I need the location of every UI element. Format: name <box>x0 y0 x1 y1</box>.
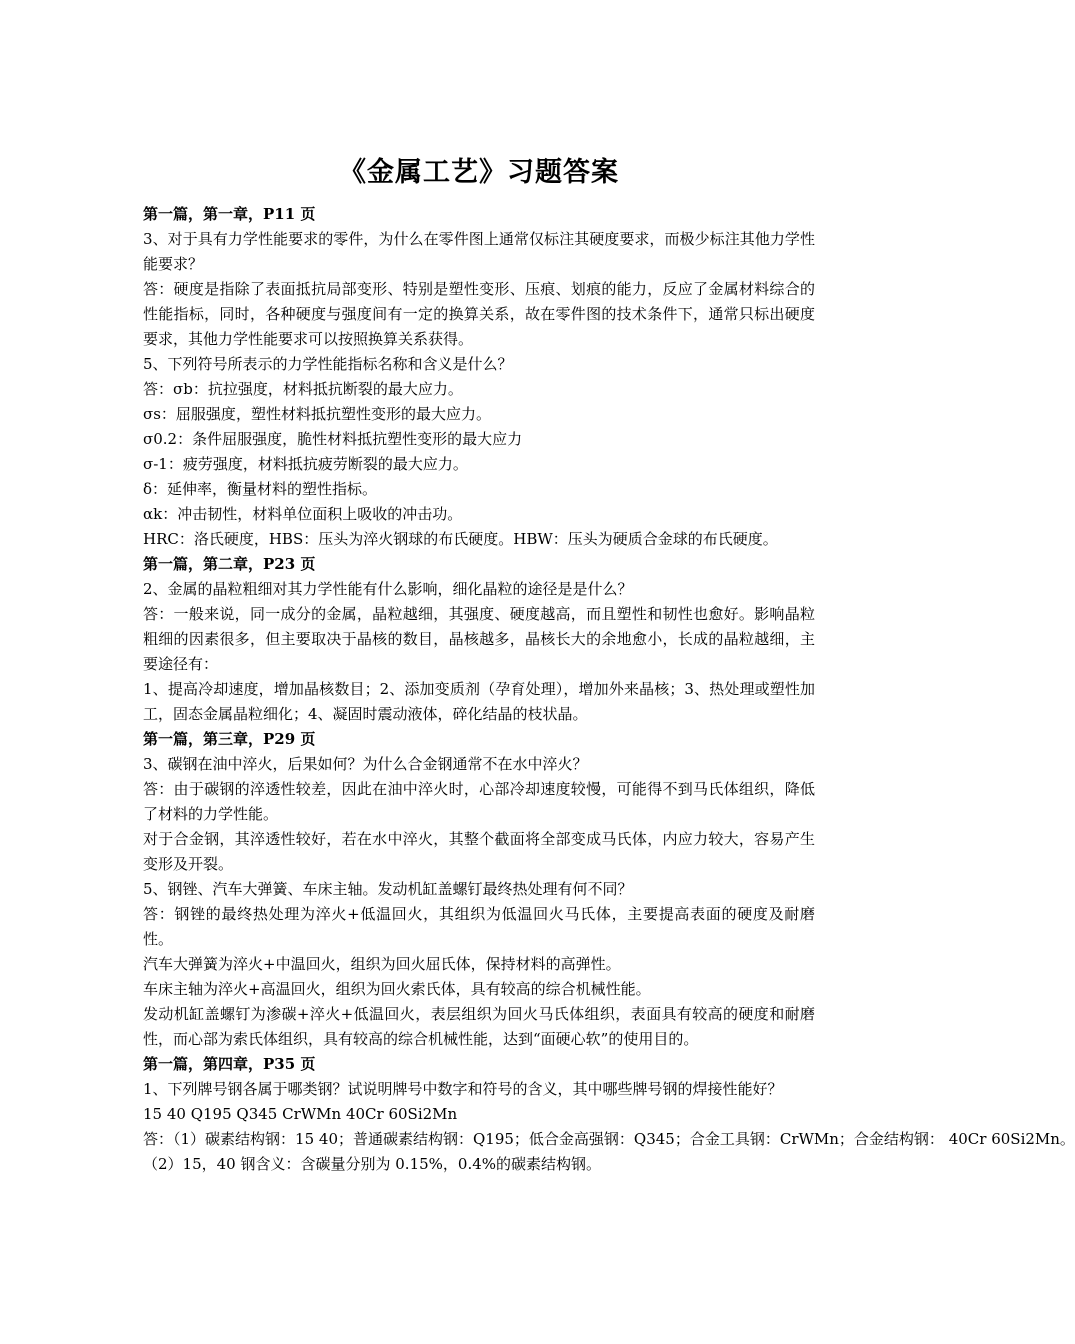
paragraph-line: 答：σb：抗拉强度，材料抵抗断裂的最大应力。 <box>143 380 463 398</box>
section-heading: 第一篇，第一章，P11 页 <box>143 205 316 223</box>
paragraph-line: 答：钢锉的最终热处理为淬火+低温回火，其组织为低温回火马氏体，主要提高表面的硬度及耐磨性。 <box>143 905 815 948</box>
paragraph-line: 车床主轴为淬火+高温回火，组织为回火索氏体，具有较高的综合机械性能。 <box>143 980 651 998</box>
paragraph-line: σ-1：疲劳强度，材料抵抗疲劳断裂的最大应力。 <box>143 455 468 473</box>
paragraph-line: 3、碳钢在油中淬火，后果如何？为什么合金钢通常不在水中淬火？ <box>143 755 588 773</box>
paragraph-line: 5、下列符号所表示的力学性能指标名称和含义是什么？ <box>143 355 513 373</box>
paragraph-line: 发动机缸盖螺钉为渗碳+淬火+低温回火，表层组织为回火马氏体组织，表面具有较高的硬度和耐磨性，而心部为索氏体组织，具有较高的综合机械性能，达到“面硬心软”的使用目的。 <box>143 1005 815 1048</box>
paragraph-line: 5、钢锉、汽车大弹簧、车床主轴。发动机缸盖螺钉最终热处理有何不同？ <box>143 880 633 898</box>
paragraph-line: σ0.2：条件屈服强度，脆性材料抵抗塑性变形的最大应力 <box>143 430 523 448</box>
section-heading: 第一篇，第二章，P23 页 <box>143 555 316 573</box>
paragraph-line: 15 40 Q195 Q345 CrWMn 40Cr 60Si2Mn <box>143 1105 458 1123</box>
paragraph-line: 汽车大弹簧为淬火+中温回火，组织为回火屈氏体，保持材料的高弹性。 <box>143 955 621 973</box>
section-heading: 第一篇，第四章，P35 页 <box>143 1055 316 1073</box>
paragraph-line: 1、下列牌号钢各属于哪类钢？试说明牌号中数字和符号的含义，其中哪些牌号钢的焊接性能好？ <box>143 1080 783 1098</box>
document-title: 《金属工艺》习题答案 <box>339 157 619 188</box>
paragraph-line: 答：一般来说，同一成分的金属，晶粒越细，其强度、硬度越高，而且塑性和韧性也愈好。影响晶粒粗细的因素很多，但主要取决于晶核的数目，晶核越多，晶核长大的余地愈小，长成的晶粒越细，主要途径有： <box>143 605 815 673</box>
paragraph-line: 对于合金钢，其淬透性较好，若在水中淬火，其整个截面将全部变成马氏体，内应力较大，容易产生变形及开裂。 <box>143 830 815 873</box>
paragraph-line: 答：硬度是指除了表面抵抗局部变形、特别是塑性变形、压痕、划痕的能力，反应了金属材料综合的性能指标，同时，各种硬度与强度间有一定的换算关系，故在零件图的技术条件下，通常只标出硬度要求，其他力学性能要求可以按照换算关系获得。 <box>143 280 815 348</box>
document-body <box>143 202 1075 1177</box>
paragraph-line: δ：延伸率，衡量材料的塑性指标。 <box>143 480 378 498</box>
paragraph-line: 答：由于碳钢的淬透性较差，因此在油中淬火时，心部冷却速度较慢，可能得不到马氏体组织，降低了材料的力学性能。 <box>143 780 815 823</box>
paragraph-line: 答：（1）碳素结构钢：15 40；普通碳素结构钢：Q195；低合金高强钢：Q345；合金工具钢：CrWMn；合金结构钢： 40Cr 60Si2Mn。 <box>143 1130 1075 1148</box>
document-page <box>143 150 1075 1177</box>
paragraph-line: 3、对于具有力学性能要求的零件，为什么在零件图上通常仅标注其硬度要求，而极少标注其他力学性能要求？ <box>143 230 815 273</box>
paragraph-line: 1、提高冷却速度，增加晶核数目；2、添加变质剂（孕育处理），增加外来晶核；3、热处理或塑性加工，固态金属晶粒细化；4、凝固时震动液体，碎化结晶的枝状晶。 <box>143 680 815 723</box>
paragraph-line: HRC：洛氏硬度，HBS：压头为淬火钢球的布氏硬度。HBW：压头为硬质合金球的布氏硬度。 <box>143 530 778 548</box>
section-heading: 第一篇，第三章，P29 页 <box>143 730 316 748</box>
paragraph-line: 2、金属的晶粒粗细对其力学性能有什么影响，细化晶粒的途径是是什么？ <box>143 580 633 598</box>
paragraph-line: （2）15，40 钢含义：含碳量分别为 0.15%，0.4%的碳素结构钢。 <box>143 1155 602 1173</box>
paragraph-line: αk：冲击韧性，材料单位面积上吸收的冲击功。 <box>143 505 463 523</box>
paragraph-line: σs：屈服强度，塑性材料抵抗塑性变形的最大应力。 <box>143 405 491 423</box>
